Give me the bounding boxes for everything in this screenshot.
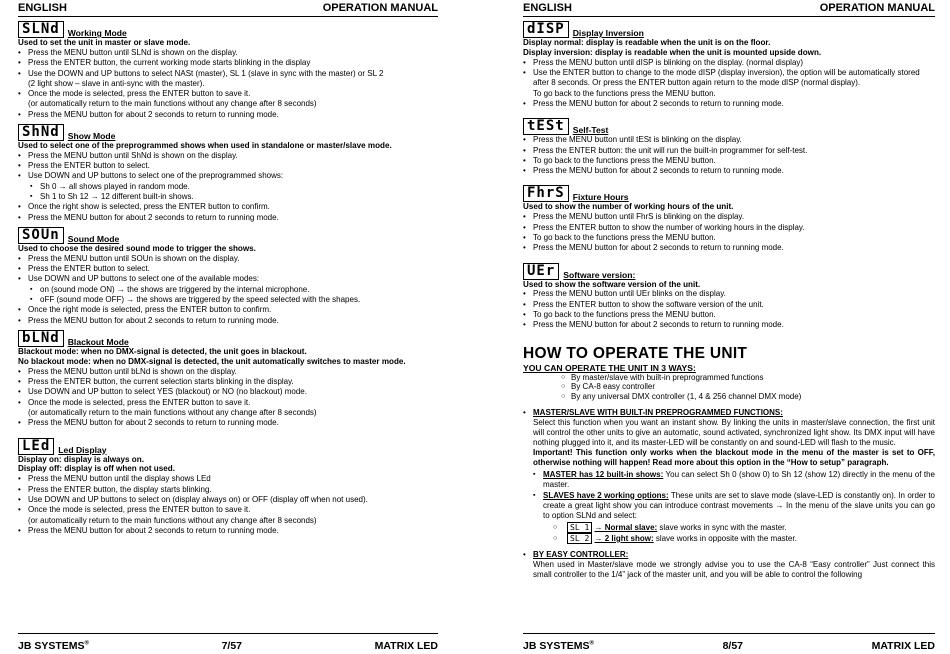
section-title-row (18, 227, 438, 244)
list-item: • Press the MENU button for about 2 seconds to return to running mode. (523, 320, 935, 330)
section-heading: HOW TO OPERATE THE UNIT (523, 344, 748, 362)
header-language: ENGLISH (523, 2, 572, 14)
slave-options-heading: SLAVES have 2 working options: (543, 490, 669, 500)
section-description: Used to choose the desired sound mode to trigger the shows. (18, 243, 256, 253)
lcd-code: tESt (523, 118, 569, 135)
section-title-row (523, 118, 935, 135)
section-title: Blackout Mode (67, 336, 129, 347)
header-title: OPERATION MANUAL (322, 2, 438, 14)
list-item: • Use the ENTER button to change to the mode dISP (display inversion), the option will be automatically stored after 8 seconds. Or press the ENTER button again return to the mode dISP (normal display). (523, 68, 935, 89)
master-slave-block (523, 408, 935, 418)
section-title: Show Mode (67, 130, 116, 141)
list-item: • Press the ENTER button, the current working mode starts blinking in the display (18, 58, 438, 68)
slave-mode-name: → Normal slave: (594, 522, 658, 532)
option-list (18, 285, 438, 306)
list-item: • Press the MENU button until ShNd is shown on the display. (18, 151, 438, 161)
list-item: • Press the MENU button until FhrS is blinking on the display. (523, 212, 935, 222)
list-item: • Press the MENU button until SLNd is shown on the display. (18, 48, 438, 58)
instruction-note: (or automatically return to the main functions without any change after 8 seconds) (28, 99, 317, 109)
page-footer (18, 633, 438, 652)
master-shows-text: You can select Sh 0 (show 0) to Sh 12 (show 12) directly in the menu of the master. (543, 470, 935, 490)
list-item: • Press the ENTER button: the unit will run the built-in programmer for self-test. (523, 146, 935, 156)
slave-options-text: These units are set to slave mode (slave-LED is constantly on). In order to create a great light show you can introduce contrast movements → In the menu of the slave units you can go to option SLNd and select: (543, 490, 936, 521)
section-subheading: YOU CAN OPERATE THE UNIT IN 3 WAYS: (523, 362, 696, 373)
list-item: • Once the mode is selected, press the ENTER button to save it. (18, 505, 438, 515)
lcd-code: UEr (523, 263, 559, 280)
menu-section (523, 185, 935, 253)
lcd-code: SL 2 (567, 533, 592, 544)
instruction-list (18, 367, 438, 429)
section-description: Display inversion: display is readable when the unit is mounted upside down. (523, 47, 822, 57)
menu-section (18, 21, 438, 120)
list-item: • Press the ENTER button to select. (18, 264, 438, 274)
instruction-list (523, 58, 935, 109)
list-item: • Press the MENU button for about 2 seconds to return to running mode. (18, 213, 438, 223)
instruction-list (523, 289, 935, 330)
list-item: • Use DOWN and UP buttons to select one of the available modes: (18, 274, 438, 284)
instruction-list (523, 212, 935, 253)
list-item: • Use DOWN and UP button to select YES (blackout) or NO (no blackout) mode. (18, 387, 438, 397)
instruction-note: To go back to the functions press the MENU button. (533, 88, 716, 98)
list-item: • Press the MENU button for about 2 seconds to return to running mode. (18, 526, 438, 536)
list-item: • Use DOWN and UP buttons to select on (display always on) or OFF (display off when not used). (18, 495, 438, 505)
section-description: No blackout mode: when no DMX-signal is detected, the unit automatically switches to master mode. (18, 356, 406, 366)
master-slave-heading: MASTER/SLAVE WITH BUILT-IN PREPROGRAMMED FUNCTIONS: (533, 408, 783, 418)
list-item (553, 522, 935, 533)
list-item: • To go back to the functions press the MENU button. (523, 310, 935, 320)
section-title-row (18, 330, 438, 347)
menu-section (18, 124, 438, 223)
section-description: Blackout mode: when no DMX-signal is detected, the unit goes in blackout. (18, 346, 307, 356)
master-shows-heading: MASTER has 12 built-in shows: (543, 470, 664, 480)
instruction-list (18, 48, 438, 120)
option-list (18, 182, 438, 203)
list-item: ○ By master/slave with built-in preprogrammed functions (561, 373, 935, 383)
list-item: • Press the ENTER button to select. (18, 161, 438, 171)
section-title: Sound Mode (67, 233, 120, 244)
list-item: ○ By any universal DMX controller (1, 4 & 256 channel DMX mode) (561, 392, 935, 402)
footer-brand: JB SYSTEMS (18, 640, 85, 652)
master-slave-text: Select this function when you want an instant show. By linking the units in master/slave connection, the first unit will control the other units to give an automatic, sound activated, synchronized light show. Its DMX input will have nothing plugged into it, and its master-LED will be constantly on and sound-LED will flash to the music. (533, 418, 935, 448)
section-title-row (18, 124, 438, 141)
section-description: Display off: display is off when not used. (18, 464, 175, 474)
section-description: Display on: display is always on. (18, 454, 144, 464)
section-title: Led Display (58, 444, 107, 455)
page-header (523, 2, 935, 17)
footer-product: MATRIX LED (374, 640, 438, 652)
list-item: ▪ oFF (sound mode OFF) → the shows are triggered by the speed selected with the shapes. (30, 295, 438, 305)
list-item: • Press the MENU button until dISP is blinking on the display. (normal display) (523, 58, 935, 68)
list-item: • Press the MENU button for about 2 seconds to return to running mode. (523, 166, 935, 176)
page-number: 7/57 (221, 640, 242, 652)
list-item: • Once the right mode is selected, press the ENTER button to confirm. (18, 305, 438, 315)
right-content (523, 21, 935, 331)
section-description: Display normal: display is readable when the unit is on the floor. (523, 38, 771, 47)
lcd-code: SL 1 (567, 522, 592, 533)
lcd-code: dISP (523, 21, 569, 38)
list-item: • Press the MENU button until tESt is blinking on the display. (523, 135, 935, 145)
section-title: Software version: (563, 269, 636, 280)
menu-section (523, 118, 935, 176)
list-item: • To go back to the functions press the MENU button. (523, 233, 935, 243)
list-item: • Once the mode is selected, press the ENTER button to save it. (18, 398, 438, 408)
section-title: Display Inversion (572, 28, 644, 38)
list-item: • Press the MENU button for about 2 seconds to return to running mode. (18, 418, 438, 428)
instruction-list (18, 254, 438, 326)
instruction-list (18, 474, 438, 536)
lcd-code: ShNd (18, 124, 64, 141)
left-content (18, 21, 438, 536)
list-item: • Press the MENU button until SOUn is shown on the display. (18, 254, 438, 264)
section-title-row (18, 21, 438, 38)
section-title-row (523, 185, 935, 202)
menu-section (18, 438, 438, 537)
slave-mode-text: slave works in opposite with the master. (653, 533, 797, 543)
section-title: Self-Test (572, 125, 609, 136)
list-item: • Press the ENTER button to show the number of working hours in the display. (523, 223, 935, 233)
easy-controller-heading: BY EASY CONTROLLER: (533, 550, 629, 560)
lcd-code: FhrS (523, 185, 569, 202)
list-item: • Press the ENTER button, the current selection starts blinking in the display. (18, 377, 438, 387)
list-item: ○ By CA-8 easy controller (561, 382, 935, 392)
list-item: • Press the MENU button until the display shows LEd (18, 474, 438, 484)
list-item (533, 491, 935, 522)
instruction-note: (or automatically return to the main functions without any change after 8 seconds) (28, 515, 317, 525)
right-page (523, 0, 935, 654)
slave-mode-name: → 2 light show: (594, 533, 654, 543)
list-item: • Press the MENU button for about 2 seconds to return to running mode. (523, 243, 935, 253)
menu-section (18, 227, 438, 326)
lcd-code: SOUn (18, 227, 64, 244)
master-slave-options (523, 470, 935, 521)
list-item: • Press the MENU button for about 2 seconds to return to running mode. (18, 110, 438, 120)
list-item: • Press the MENU button until bLNd is shown on the display. (18, 367, 438, 377)
list-item: • To go back to the functions press the MENU button. (523, 156, 935, 166)
registered-mark: ® (84, 640, 89, 647)
footer-brand: JB SYSTEMS (523, 640, 590, 652)
instruction-list (523, 135, 935, 176)
section-description: Used to show the software version of the unit. (523, 279, 701, 289)
easy-controller-text: When used in Master/slave mode we strongly advise you to use the CA-8 “Easy controller” Just connect this small controller to the 1/4” jack of the master unit, and you will be able to control the following (533, 560, 935, 580)
slave-mode-list (523, 522, 935, 545)
list-item (553, 533, 935, 544)
list-item (533, 470, 935, 491)
instruction-note: (2 light show – slave in anti-sync with the master). (28, 78, 205, 88)
list-item: • Use DOWN and UP buttons to select one of the preprogrammed shows: (18, 171, 438, 181)
slave-mode-text: slave works in sync with the master. (657, 522, 787, 532)
list-item: ▪ Sh 1 to Sh 12 → 12 different built-in shows. (30, 192, 438, 202)
page-number: 8/57 (722, 640, 743, 652)
instruction-note: (or automatically return to the main functions without any change after 8 seconds) (28, 407, 317, 417)
header-language: ENGLISH (18, 2, 67, 14)
menu-section (18, 330, 438, 429)
menu-section (523, 21, 935, 109)
left-page (18, 0, 438, 654)
master-slave-important: Important! This function only works when the blackout mode in the menu of the master is set to OFF, otherwise nothing will happen! Read more about this option in the “How to setup” paragraph. (533, 448, 935, 468)
list-item: • Press the MENU button until UEr blinks on the display. (523, 289, 935, 299)
list-item: • Use the DOWN and UP buttons to select NASt (master), SL 1 (slave in sync with the master) or SL 2 (18, 69, 438, 79)
page-header (18, 2, 438, 17)
list-item: • Once the right show is selected, press the ENTER button to confirm. (18, 202, 438, 212)
section-title: Working Mode (67, 28, 127, 38)
lcd-code: bLNd (18, 330, 64, 347)
header-title: OPERATION MANUAL (819, 2, 935, 14)
section-description: Used to set the unit in master or slave mode. (18, 38, 191, 47)
section-title-row (523, 21, 935, 38)
list-item: ▪ on (sound mode ON) → the shows are triggered by the internal microphone. (30, 285, 438, 295)
section-description: Used to show the number of working hours of the unit. (523, 202, 734, 212)
list-item: ▪ Sh 0 → all shows played in random mode. (30, 182, 438, 192)
menu-section (523, 263, 935, 331)
footer-product: MATRIX LED (871, 640, 935, 652)
section-description: Used to select one of the preprogrammed shows when used in standalone or master/slave mode. (18, 140, 392, 150)
instruction-list (18, 151, 438, 223)
section-title-row (523, 263, 935, 280)
page-footer (523, 633, 935, 652)
section-title: Fixture Hours (572, 192, 629, 203)
list-item: • Once the mode is selected, press the ENTER button to save it. (18, 89, 438, 99)
easy-controller-block (523, 550, 935, 560)
ways-list (523, 373, 935, 402)
registered-mark: ® (589, 640, 594, 647)
list-item: • Press the ENTER button to show the software version of the unit. (523, 300, 935, 310)
list-item: • Press the ENTER button, the display starts blinking. (18, 485, 438, 495)
list-item: • Press the MENU button for about 2 seconds to return to running mode. (18, 316, 438, 326)
lcd-code: LEd (18, 438, 54, 455)
list-item: • Press the MENU button for about 2 seconds to return to running mode. (523, 99, 935, 109)
lcd-code: SLNd (18, 21, 64, 38)
section-title-row (18, 438, 438, 455)
how-to-operate-section (523, 345, 935, 581)
